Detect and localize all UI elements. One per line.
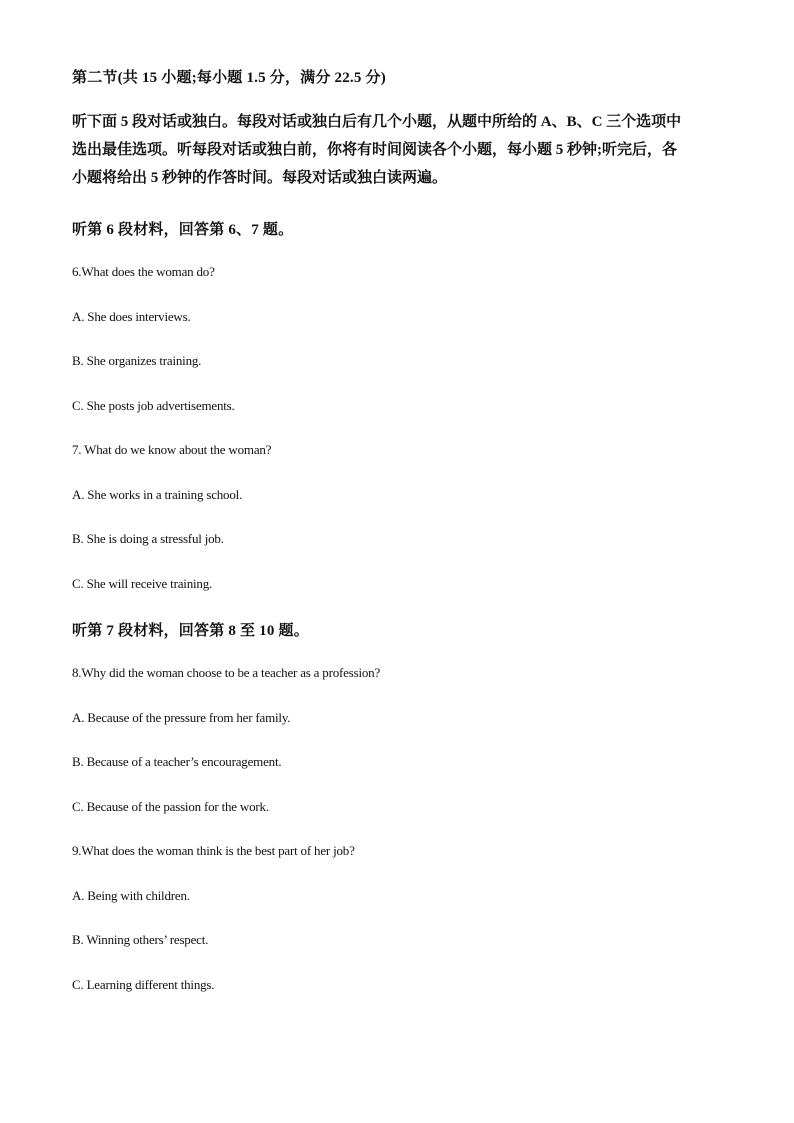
question-stem: 9.What does the woman think is the best part of her job? xyxy=(72,843,355,858)
group-heading: 听第 7 段材料，回答第 8 至 10 题。 xyxy=(72,623,309,639)
instruction-line: 小题将给出 5 秒钟的作答时间。每段对话或独白读两遍。 xyxy=(72,170,448,186)
answer-option: C. Learning different things. xyxy=(72,977,215,992)
section-title: 第二节(共 15 小题;每小题 1.5 分，满分 22.5 分) xyxy=(72,70,386,86)
question-stem: 6.What does the woman do? xyxy=(72,264,215,279)
question-stem: 8.Why did the woman choose to be a teacher as a profession? xyxy=(72,665,381,680)
answer-option: B. She organizes training. xyxy=(72,353,202,368)
instruction-line: 选出最佳选项。听每段对话或独白前，你将有时间阅读各个小题，每小题 5 秒钟;听完后，各 xyxy=(72,142,677,158)
answer-option: C. She will receive training. xyxy=(72,576,213,591)
answer-option: B. Winning others’ respect. xyxy=(72,932,209,947)
answer-option: C. Because of the passion for the work. xyxy=(72,799,269,814)
instruction-line: 听下面 5 段对话或独白。每段对话或独白后有几个小题，从题中所给的 A、B、C 三个选项中 xyxy=(72,114,682,130)
answer-option: A. Because of the pressure from her family. xyxy=(72,710,291,725)
answer-option: C. She posts job advertisements. xyxy=(72,398,235,413)
answer-option: B. Because of a teacher’s encouragement. xyxy=(72,754,282,769)
answer-option: A. She does interviews. xyxy=(72,309,191,324)
answer-option: A. She works in a training school. xyxy=(72,487,243,502)
section-instructions xyxy=(72,108,727,192)
answer-option: A. Being with children. xyxy=(72,888,190,903)
answer-option: B. She is doing a stressful job. xyxy=(72,531,224,546)
group-heading: 听第 6 段材料，回答第 6、7 题。 xyxy=(72,222,294,238)
question-stem: 7. What do we know about the woman? xyxy=(72,442,272,457)
